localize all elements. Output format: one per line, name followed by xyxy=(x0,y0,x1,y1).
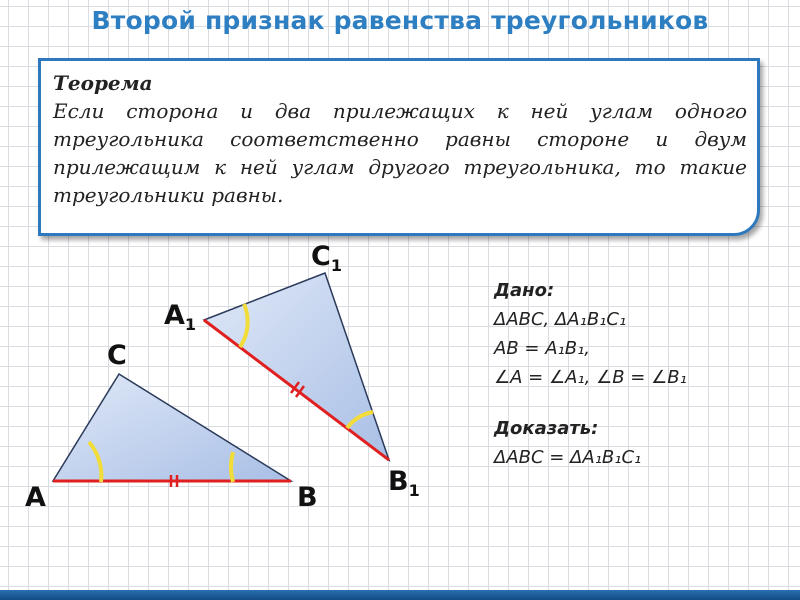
label-b1: $B_1$ xyxy=(388,466,420,500)
label-a: A xyxy=(25,482,46,513)
triangle-a1b1c1 xyxy=(204,273,389,460)
bottom-bar xyxy=(0,590,800,600)
label-c: C xyxy=(107,340,127,371)
label-c1: $C_1$ xyxy=(311,241,342,275)
page-title: Второй признак равенства треугольников xyxy=(91,6,709,35)
triangle-abc xyxy=(53,374,291,481)
given-line-angles: ∠A = ∠A₁, ∠B = ∠B₁ xyxy=(494,367,687,388)
theorem-label: Теорема xyxy=(53,71,153,95)
label-b: B xyxy=(297,482,318,513)
theorem-text: Если сторона и два прилежащих к ней углам одного треугольника соответственно равны стороне и двум прилежащим к ней углам другого треугольника, то такие треугольники равны. xyxy=(53,99,747,207)
given-line-triangles: ΔABC, ΔA₁B₁C₁ xyxy=(494,309,627,330)
prove-heading: Доказать: xyxy=(494,418,599,439)
given-line-side: AB = A₁B₁, xyxy=(494,338,591,359)
prove-line: ΔABC = ΔA₁B₁C₁ xyxy=(494,447,642,468)
given-block xyxy=(494,276,794,472)
angle-b-arc xyxy=(231,452,233,482)
label-a1: $A_1$ xyxy=(164,300,197,334)
given-heading: Дано: xyxy=(494,280,555,301)
